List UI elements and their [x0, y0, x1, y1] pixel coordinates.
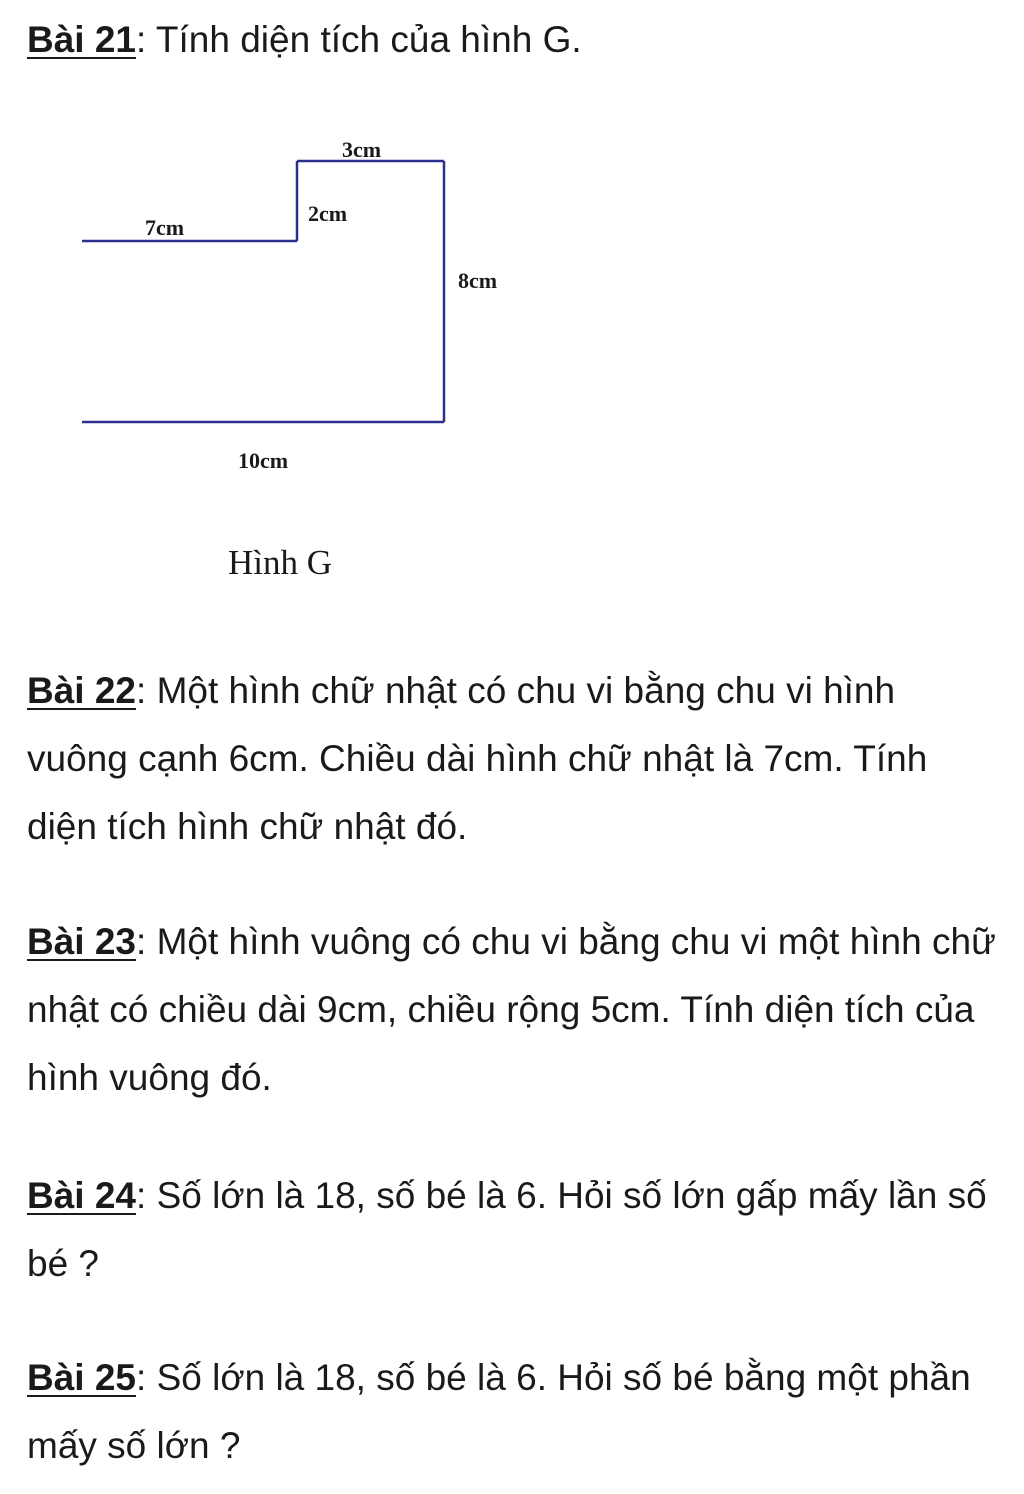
figure-g: [0, 100, 600, 620]
problem-22-label: Bài 22: [27, 670, 137, 711]
problem-23-text: : Một hình vuông có chu vi bằng chu vi một hình chữ nhật có chiều dài 9cm, chiều rộng 5cm. Tính diện tích của hình vuông đó.: [27, 921, 996, 1098]
dim-8cm: 8cm: [458, 268, 498, 293]
problem-21-text: : Tính diện tích của hình G.: [136, 19, 582, 60]
dim-2cm: 2cm: [308, 201, 348, 226]
dim-10cm: 10cm: [238, 448, 289, 473]
problem-25-label: Bài 25: [27, 1357, 137, 1398]
problem-23-label: Bài 23: [27, 921, 137, 962]
problem-24: [27, 1162, 1002, 1298]
problem-23: [27, 908, 1002, 1112]
problem-22: [27, 657, 1002, 861]
figure-caption: Hình G: [228, 543, 333, 582]
problem-21-label: Bài 21: [27, 19, 137, 60]
dim-3cm: 3cm: [342, 137, 382, 162]
dim-7cm: 7cm: [145, 215, 185, 240]
figure-g-drawing: [0, 100, 600, 620]
problem-24-label: Bài 24: [27, 1175, 137, 1216]
figure-g-outline: [82, 161, 444, 422]
problem-25: [27, 1344, 1002, 1480]
problem-22-text: : Một hình chữ nhật có chu vi bằng chu vi hình vuông cạnh 6cm. Chiều dài hình chữ nhật là 7cm. Tính diện tích hình chữ nhật đó.: [27, 670, 928, 847]
problem-25-text: : Số lớn là 18, số bé là 6. Hỏi số bé bằng một phần mấy số lớn ?: [27, 1357, 971, 1466]
problem-24-text: : Số lớn là 18, số bé là 6. Hỏi số lớn gấp mấy lần số bé ?: [27, 1175, 987, 1284]
problem-21: [27, 6, 1002, 74]
